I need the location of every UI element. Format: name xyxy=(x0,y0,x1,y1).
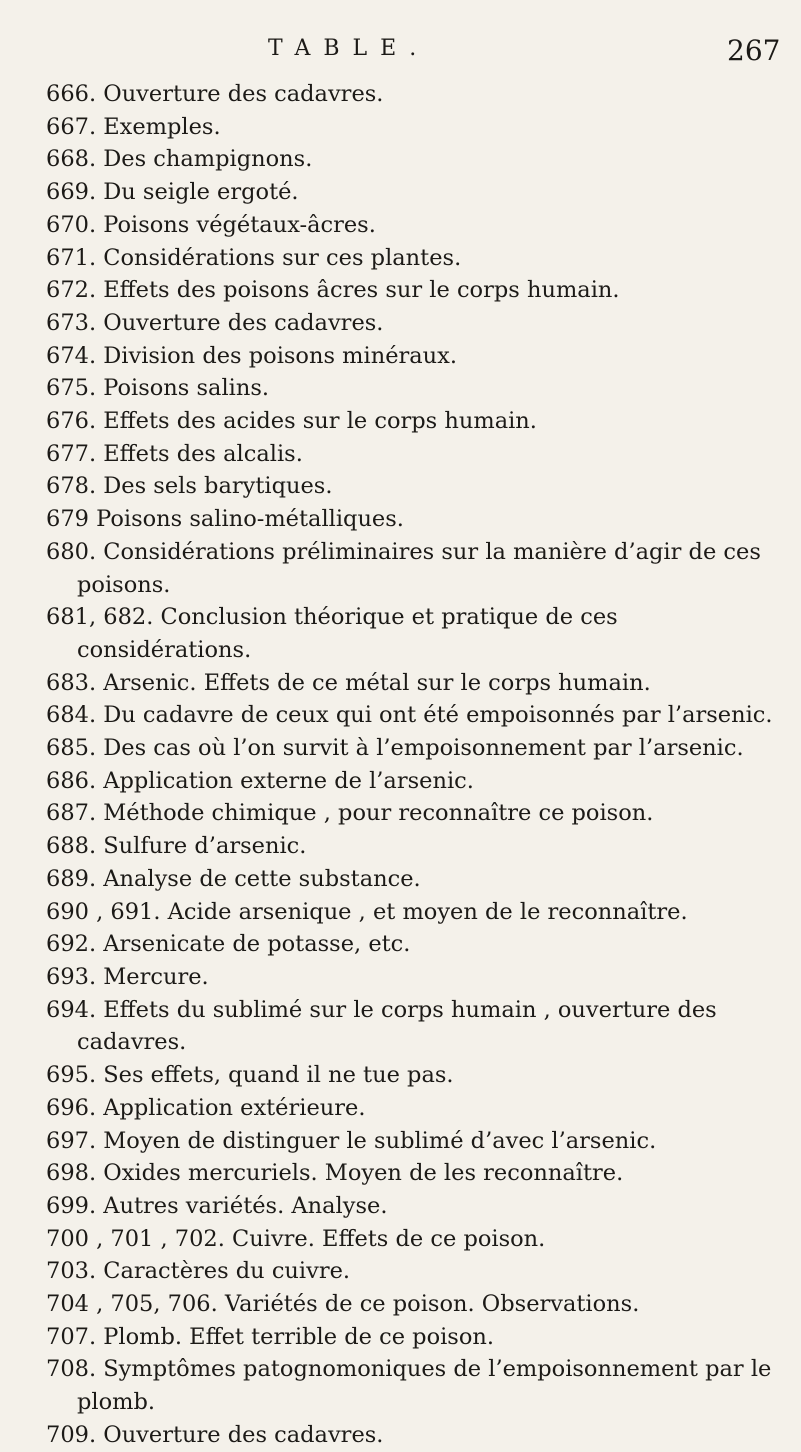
toc-entry: 671. Considérations sur ces plantes. xyxy=(46,244,462,271)
toc-entry: 669. Du seigle ergoté. xyxy=(46,179,299,206)
toc-entry: 668. Des champignons. xyxy=(46,146,313,173)
toc-entry: 692. Arsenicate de potasse, etc. xyxy=(46,931,411,958)
toc-entry: 697. Moyen de distinguer le sublimé d’avec l’arsenic. xyxy=(46,1127,657,1154)
toc-entry: 677. Effets des alcalis. xyxy=(46,440,303,467)
table-of-contents-list xyxy=(46,78,776,1452)
toc-entry: 687. Méthode chimique , pour reconnaître ce poison. xyxy=(46,800,654,827)
page-number: 267 xyxy=(727,34,781,67)
toc-entry: 700 , 701 , 702. Cuivre. Effets de ce poison. xyxy=(46,1225,546,1252)
toc-entry: 674. Division des poisons minéraux. xyxy=(46,342,458,369)
toc-entry: 666. Ouverture des cadavres. xyxy=(46,81,384,107)
toc-entry: 685. Des cas où l’on survit à l’empoisonnement par l’arsenic. xyxy=(46,735,744,762)
toc-entry: 670. Poisons végétaux-âcres. xyxy=(46,211,376,238)
toc-entry: 667. Exemples. xyxy=(46,113,221,140)
toc-entry: 707. Plomb. Effet terrible de ce poison. xyxy=(46,1323,495,1350)
toc-entry: 672. Effets des poisons âcres sur le corps humain. xyxy=(46,277,620,304)
toc-entry: 673. Ouverture des cadavres. xyxy=(46,309,384,336)
toc-entry: 690 , 691. Acide arsenique , et moyen de le reconnaître. xyxy=(46,898,688,925)
toc-entry: 678. Des sels barytiques. xyxy=(46,473,333,500)
toc-entry: 686. Application externe de l’arsenic. xyxy=(46,767,474,794)
toc-entry: 681, 682. Conclusion théorique et pratique de ces considérations. xyxy=(46,604,618,663)
running-head xyxy=(0,34,801,67)
toc-entry: 683. Arsenic. Effets de ce métal sur le corps humain. xyxy=(46,669,651,696)
toc-entry: 684. Du cadavre de ceux qui ont été empoisonnés par l’arsenic. xyxy=(46,702,773,729)
toc-entry: 680. Considérations préliminaires sur la manière d’agir de ces poisons. xyxy=(46,538,761,598)
toc-entry: 679 Poisons salino-métalliques. xyxy=(46,506,404,533)
toc-entry: 699. Autres variétés. Analyse. xyxy=(46,1192,388,1219)
toc-entry: 709. Ouverture des cadavres. xyxy=(46,1421,384,1448)
toc-entry: 695. Ses effets, quand il ne tue pas. xyxy=(46,1062,454,1089)
toc-entry: 676. Effets des acides sur le corps humain. xyxy=(46,408,537,435)
toc-entry: 708. Symptômes patognomoniques de l’empoisonnement par le plomb. xyxy=(46,1356,772,1416)
toc-entry: 704 , 705, 706. Variétés de ce poison. Observations. xyxy=(46,1291,640,1318)
toc-entry: 675. Poisons salins. xyxy=(46,375,270,402)
toc-entry: 698. Oxides mercuriels. Moyen de les reconnaître. xyxy=(46,1160,624,1187)
toc-entry: 694. Effets du sublimé sur le corps humain , ouverture des cadavres. xyxy=(46,996,717,1056)
toc-entry: 689. Analyse de cette substance. xyxy=(46,865,421,892)
toc-entry: 703. Caractères du cuivre. xyxy=(46,1258,351,1285)
toc-entry: 688. Sulfure d’arsenic. xyxy=(46,833,307,860)
running-head-title: TABLE. xyxy=(268,36,430,61)
toc-entry: 696. Application extérieure. xyxy=(46,1094,366,1121)
toc-entry: 693. Mercure. xyxy=(46,963,209,990)
